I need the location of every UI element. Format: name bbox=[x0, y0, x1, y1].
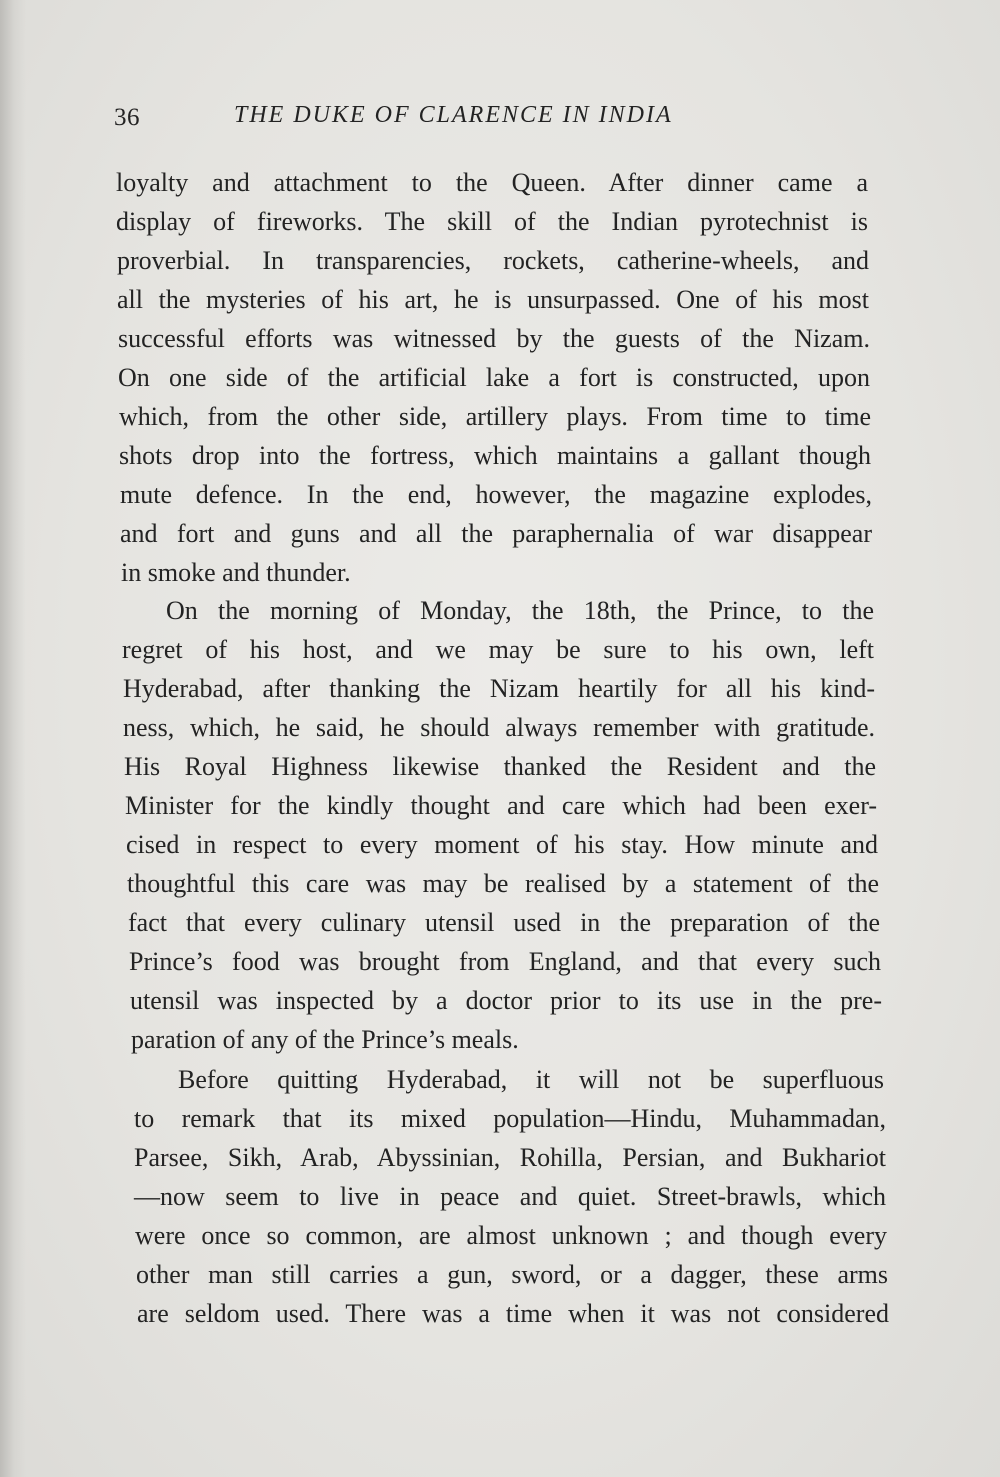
text-line: and fort and guns and all the paraphernalia of war disappear bbox=[120, 519, 872, 548]
text-line: shots drop into the fortress, which maintains a gallant though bbox=[119, 441, 871, 470]
text-line: in smoke and thunder. bbox=[121, 558, 351, 587]
text-line: display of fireworks. The skill of the Indian pyrotechnist is bbox=[116, 207, 868, 236]
text-line: On one side of the artificial lake a fort is constructed, upon bbox=[118, 363, 870, 392]
text-line: fact that every culinary utensil used in the preparation of the bbox=[128, 908, 880, 937]
text-line: which, from the other side, artillery plays. From time to time bbox=[119, 402, 871, 431]
spine-shadow bbox=[0, 0, 26, 1477]
text-line: utensil was inspected by a doctor prior to its use in the pre- bbox=[130, 986, 882, 1015]
page-number: 36 bbox=[114, 104, 140, 131]
text-line: to remark that its mixed population—Hindu, Muhammadan, bbox=[134, 1104, 886, 1133]
text-line: are seldom used. There was a time when it was not considered bbox=[137, 1299, 889, 1328]
text-line: Prince’s food was brought from England, and that every such bbox=[129, 947, 881, 976]
text-line: proverbial. In transparencies, rockets, catherine-wheels, and bbox=[117, 246, 869, 275]
text-line: cised in respect to every moment of his stay. How minute and bbox=[126, 830, 878, 859]
text-line: loyalty and attachment to the Queen. After dinner came a bbox=[116, 168, 868, 197]
text-line: were once so common, are almost unknown ; and though every bbox=[135, 1221, 887, 1250]
text-line: all the mysteries of his art, he is unsurpassed. One of his most bbox=[117, 285, 869, 314]
text-line: —now seem to live in peace and quiet. Street-brawls, which bbox=[134, 1182, 886, 1211]
text-line: mute defence. In the end, however, the magazine explodes, bbox=[120, 480, 872, 509]
text-line: Parsee, Sikh, Arab, Abyssinian, Rohilla, Persian, and Bukhariot bbox=[134, 1143, 886, 1172]
text-line: successful efforts was witnessed by the guests of the Nizam. bbox=[118, 324, 870, 353]
text-line: His Royal Highness likewise thanked the Resident and the bbox=[124, 752, 876, 781]
text-line: regret of his host, and we may be sure to his own, left bbox=[122, 635, 874, 664]
text-line: Minister for the kindly thought and care which had been exer- bbox=[125, 791, 877, 820]
text-line: Before quitting Hyderabad, it will not be superfluous bbox=[178, 1065, 884, 1094]
text-line: other man still carries a gun, sword, or a dagger, these arms bbox=[136, 1260, 888, 1289]
text-line: thoughtful this care was may be realised by a statement of the bbox=[127, 869, 879, 898]
running-head: THE DUKE OF CLARENCE IN INDIA bbox=[234, 102, 673, 128]
text-line: paration of any of the Prince’s meals. bbox=[131, 1025, 519, 1054]
text-line: Hyderabad, after thanking the Nizam heartily for all his kind- bbox=[123, 674, 875, 703]
text-line: On the morning of Monday, the 18th, the Prince, to the bbox=[166, 596, 874, 625]
text-line: ness, which, he said, he should always remember with gratitude. bbox=[123, 713, 875, 742]
